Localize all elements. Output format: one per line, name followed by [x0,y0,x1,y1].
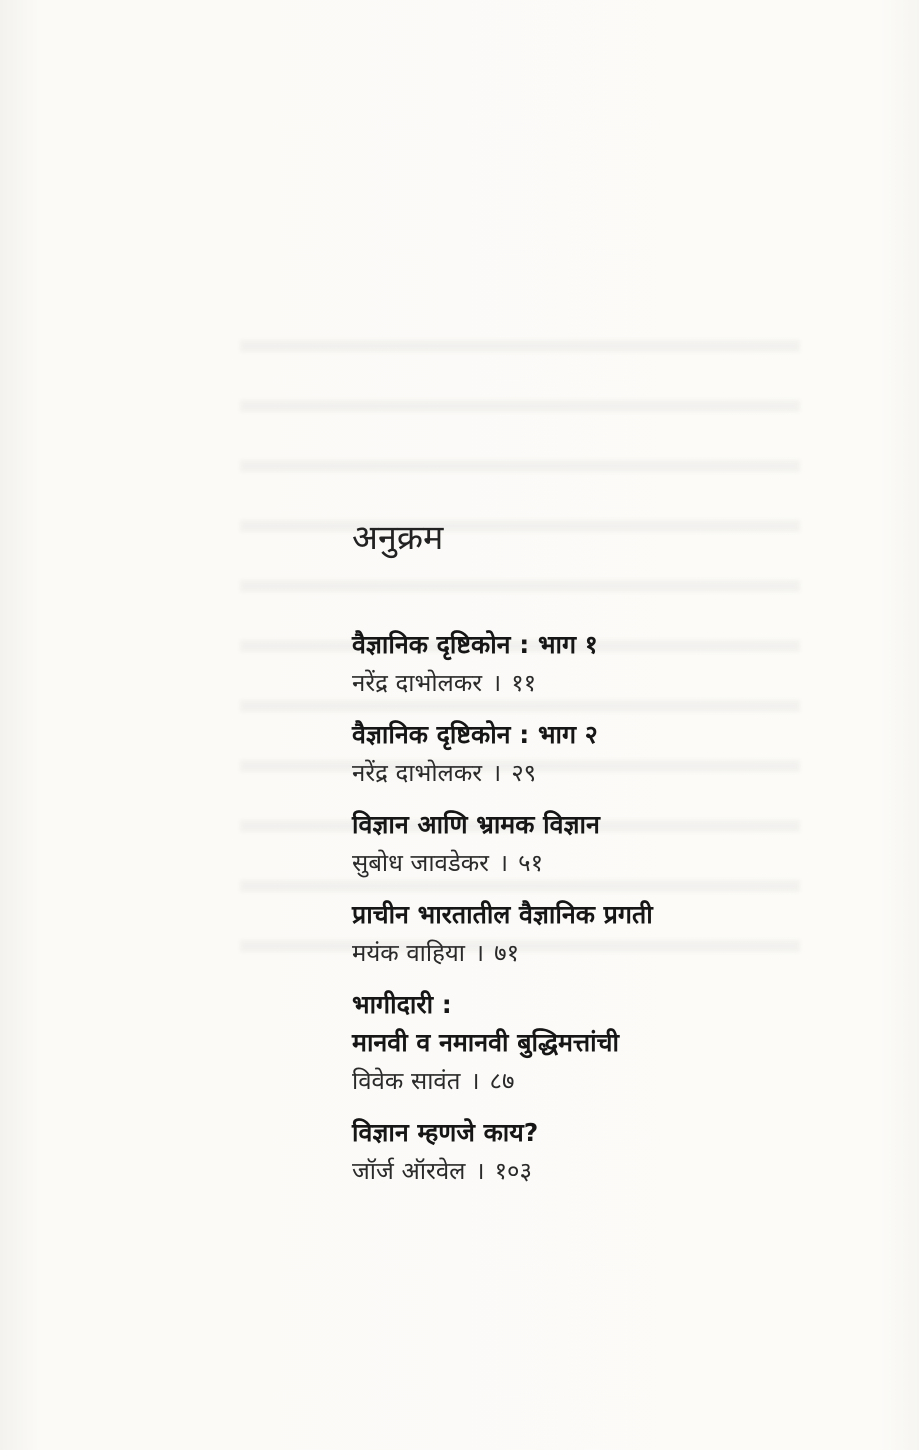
entry-author: सुबोध जावडेकर [352,849,489,877]
toc-entry [352,896,872,972]
entry-meta [352,934,872,972]
entry-separator: । [499,849,509,877]
entry-author: नरेंद्र दाभोलकर [352,669,483,697]
entry-author: जॉर्ज ऑरवेल [352,1157,466,1185]
table-of-contents [352,512,872,1204]
entry-page-number: ७१ [494,939,520,967]
entry-author: नरेंद्र दाभोलकर [352,759,483,787]
entry-separator: । [492,759,502,787]
entry-meta [352,1152,872,1190]
entry-page-number: ११ [511,669,537,697]
entry-page-number: ५१ [518,849,544,877]
entry-page-number: १०३ [494,1157,533,1185]
entry-title: वैज्ञानिक दृष्टिकोन : भाग २ [352,720,598,749]
entry-separator: । [470,1067,480,1095]
entry-separator: । [475,939,485,967]
entry-page-number: २९ [511,759,537,787]
entry-separator: । [475,1157,485,1185]
entry-page-number: ८७ [489,1067,515,1095]
entry-title: विज्ञान म्हणजे काय? [352,1118,539,1147]
toc-entry [352,1114,872,1190]
entry-title: प्राचीन भारतातील वैज्ञानिक प्रगती [352,900,653,929]
entry-title: विज्ञान आणि भ्रामक विज्ञान [352,810,600,839]
toc-entry [352,806,872,882]
entry-title-continued: मानवी व नमानवी बुद्धिमत्तांची [352,1028,620,1057]
toc-entry [352,626,872,702]
entry-meta [352,844,872,882]
entry-author: मयंक वाहिया [352,939,465,967]
toc-entry [352,986,872,1100]
entry-separator: । [492,669,502,697]
entry-meta [352,664,872,702]
entry-meta [352,754,872,792]
entry-title: भागीदारी : [352,990,452,1019]
toc-heading: अनुक्रम [352,518,444,558]
entry-title: वैज्ञानिक दृष्टिकोन : भाग १ [352,630,598,659]
toc-entry [352,716,872,792]
entry-author: विवेक सावंत [352,1067,461,1095]
entry-meta [352,1062,872,1100]
